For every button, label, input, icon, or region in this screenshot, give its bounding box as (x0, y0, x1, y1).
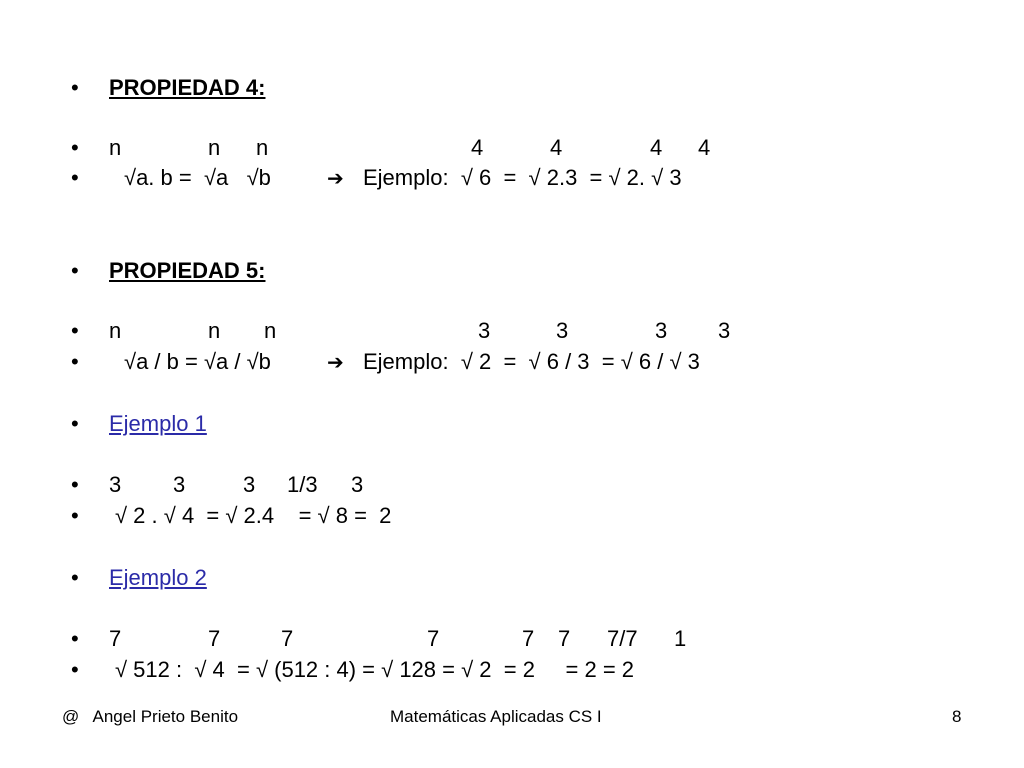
ejemplo-1-formula: √ 2 . √ 4 = √ 2.4 = √ 8 = 2 (115, 503, 392, 528)
index-4: 4 (650, 135, 663, 160)
bullet: • (71, 165, 79, 190)
index-3: 3 (109, 472, 122, 497)
index-n: n (256, 135, 269, 160)
ejemplo-2-link[interactable]: Ejemplo 2 (109, 565, 207, 590)
footer-author: @ Angel Prieto Benito (62, 707, 239, 726)
index-1: 1 (674, 626, 687, 651)
bullet: • (71, 349, 79, 374)
index-3: 3 (655, 318, 668, 343)
index-4: 4 (550, 135, 563, 160)
index-n: n (264, 318, 277, 343)
index-n: n (208, 318, 221, 343)
bullet: • (71, 75, 79, 100)
arrow-icon: ➔ (327, 350, 344, 374)
footer-page-number: 8 (952, 707, 962, 726)
bullet: • (71, 503, 79, 528)
bullet: • (71, 657, 79, 682)
bullet: • (71, 626, 79, 651)
arrow-icon: ➔ (327, 166, 344, 190)
propiedad-5-example: Ejemplo: √ 2 = √ 6 / 3 = √ 6 / √ 3 (363, 349, 700, 374)
bullet: • (71, 258, 79, 283)
index-7: 7 (522, 626, 535, 651)
index-7: 7 (427, 626, 440, 651)
index-n: n (109, 318, 122, 343)
index-n: n (109, 135, 122, 160)
index-3: 3 (173, 472, 186, 497)
index-3: 3 (718, 318, 731, 343)
index-1-3: 1/3 (287, 472, 318, 497)
index-3: 3 (351, 472, 364, 497)
index-3: 3 (556, 318, 569, 343)
propiedad-4-example: Ejemplo: √ 6 = √ 2.3 = √ 2. √ 3 (363, 165, 682, 190)
index-7: 7 (281, 626, 294, 651)
index-7: 7 (558, 626, 571, 651)
index-n: n (208, 135, 221, 160)
propiedad-5-heading: PROPIEDAD 5: (109, 258, 266, 283)
ejemplo-1-link[interactable]: Ejemplo 1 (109, 411, 207, 436)
bullet: • (71, 472, 79, 497)
index-7: 7 (208, 626, 221, 651)
index-4: 4 (471, 135, 484, 160)
footer-course: Matemáticas Aplicadas CS I (390, 707, 602, 726)
bullet: • (71, 411, 79, 436)
index-3: 3 (478, 318, 491, 343)
index-7: 7 (109, 626, 122, 651)
bullet: • (71, 318, 79, 343)
bullet: • (71, 135, 79, 160)
ejemplo-2-formula: √ 512 : √ 4 = √ (512 : 4) = √ 128 = √ 2 = 2 = 2 = 2 (115, 657, 635, 682)
index-7-7: 7/7 (607, 626, 638, 651)
propiedad-4-formula: √a. b = √a √b (124, 165, 271, 190)
index-4: 4 (698, 135, 711, 160)
index-3: 3 (243, 472, 256, 497)
propiedad-5-formula: √a / b = √a / √b (124, 349, 271, 374)
bullet: • (71, 565, 79, 590)
propiedad-4-heading: PROPIEDAD 4: (109, 75, 266, 100)
